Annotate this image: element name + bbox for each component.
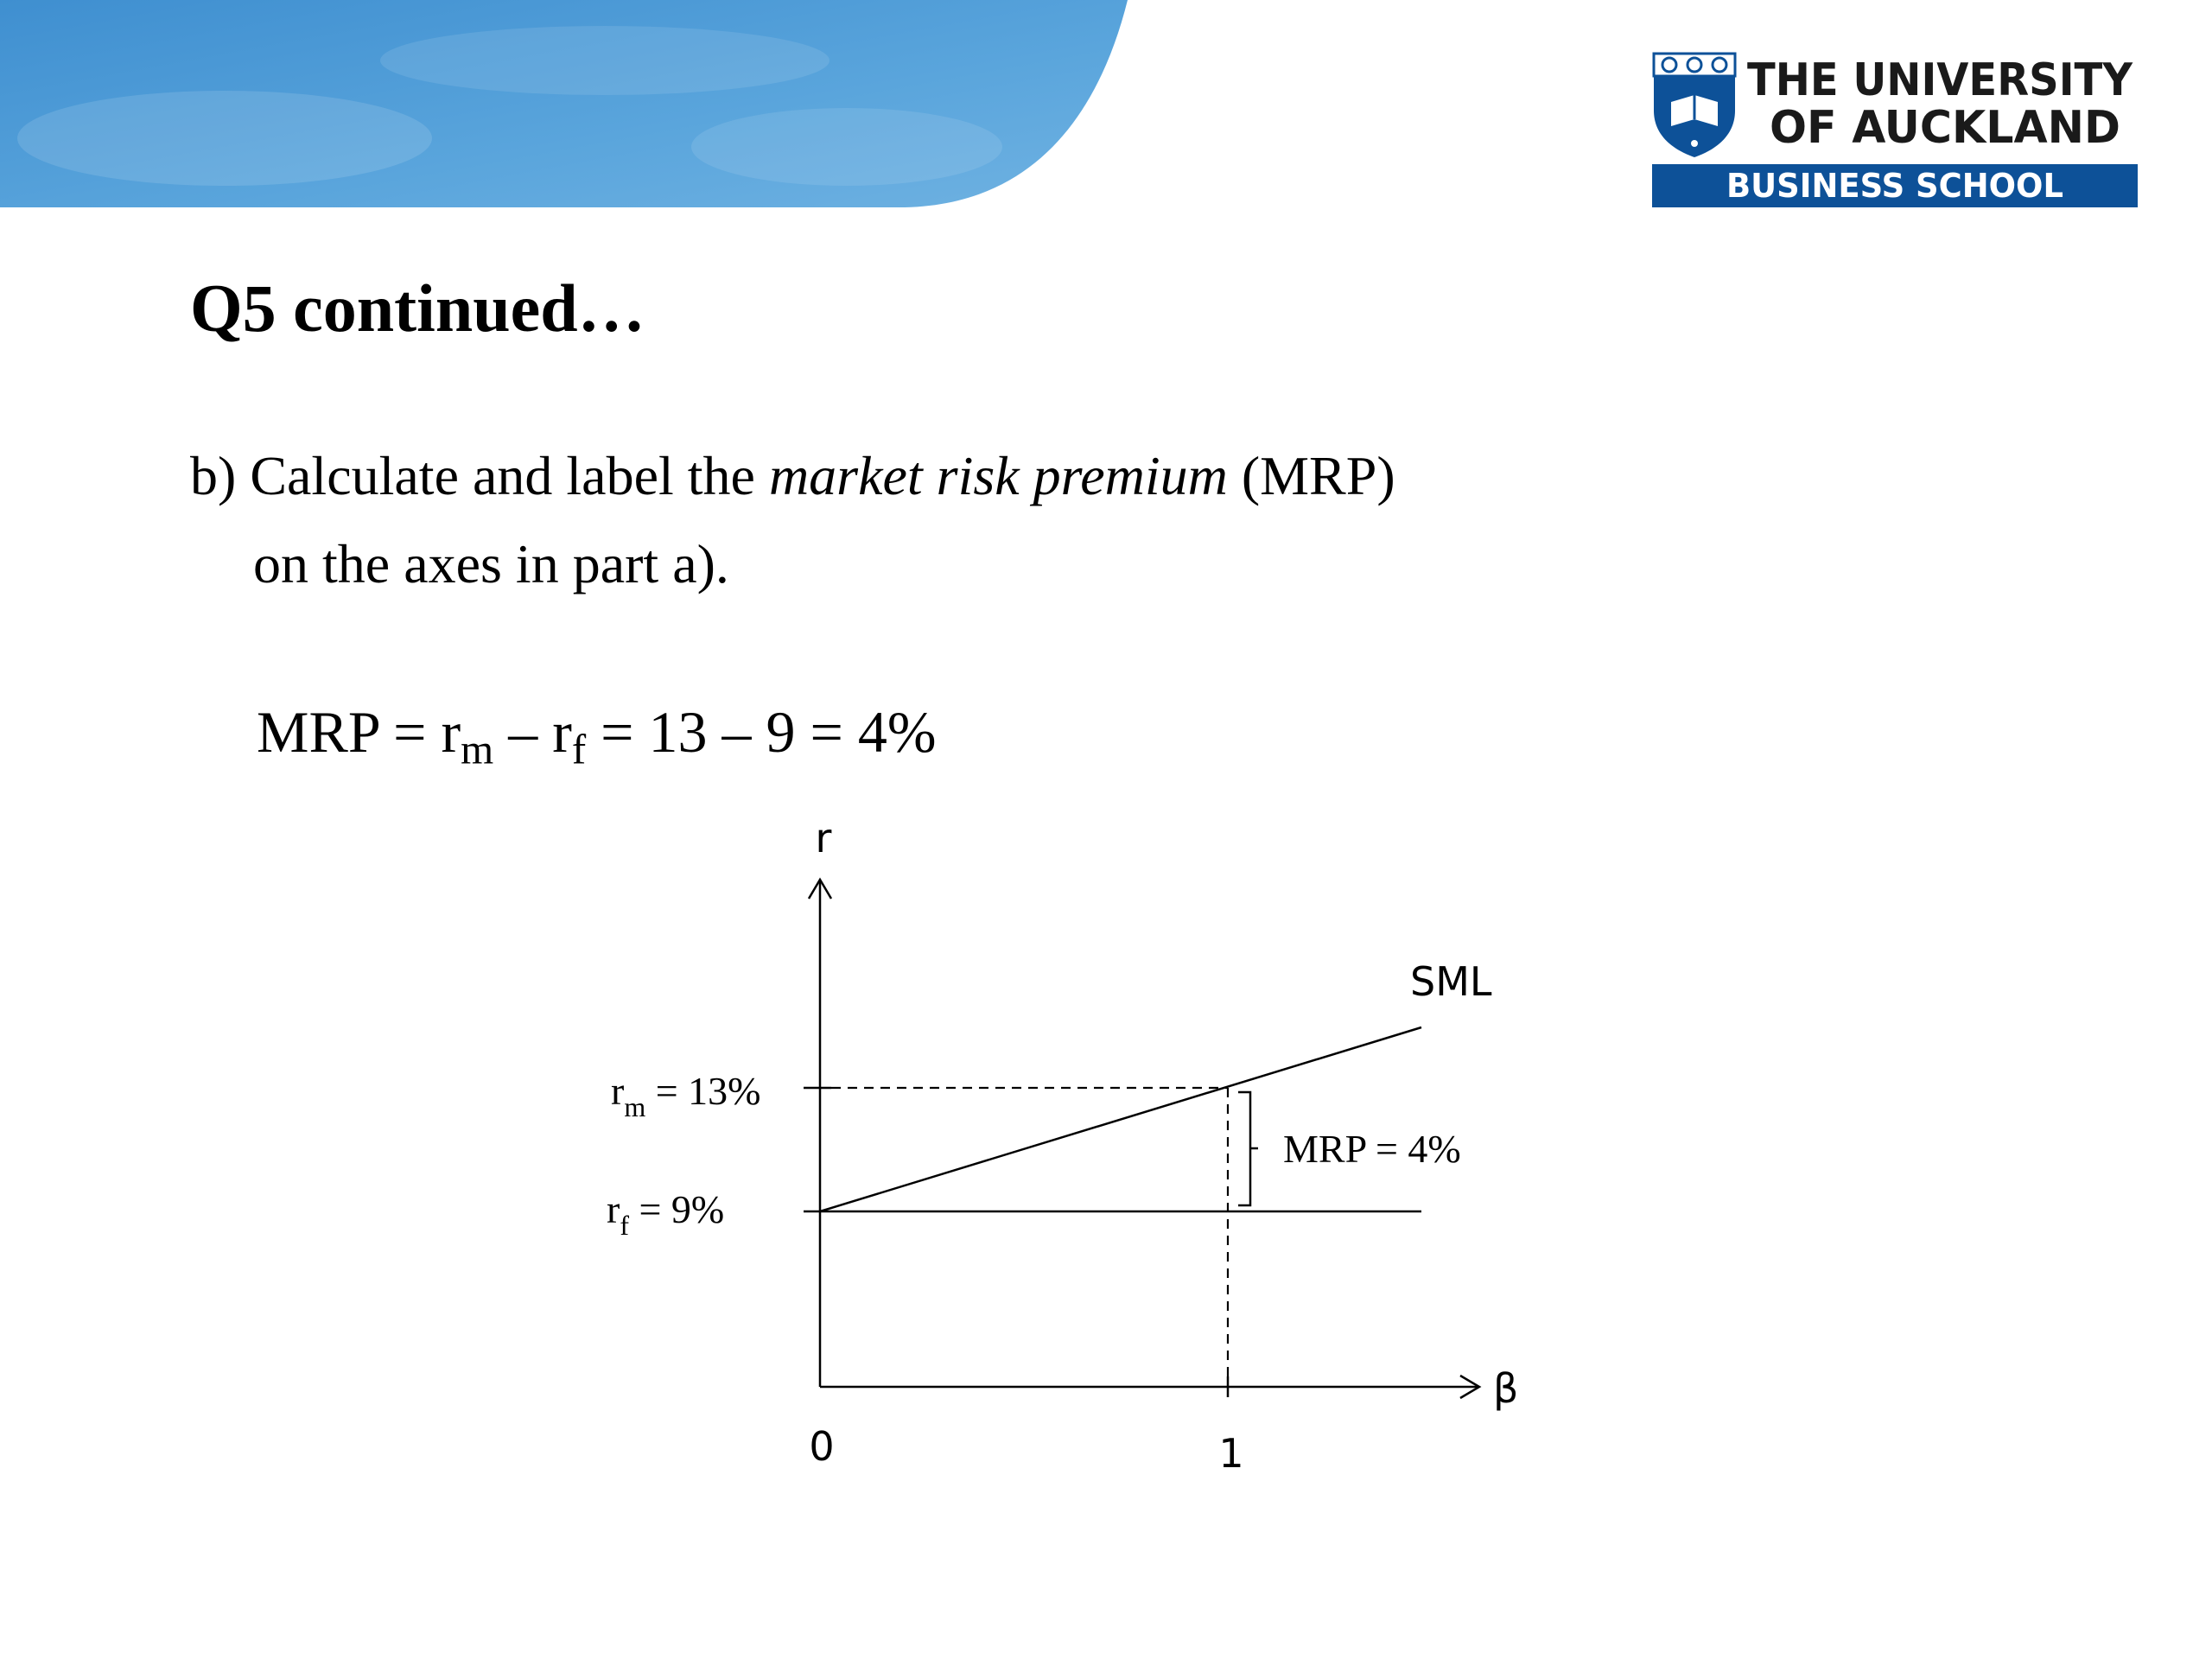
formula-sub-m: m xyxy=(461,725,494,773)
rm-label-sub: m xyxy=(624,1091,646,1122)
sml-label: SML xyxy=(1410,958,1492,1005)
sml-line xyxy=(820,1027,1421,1211)
question-italic: market risk premium xyxy=(768,445,1228,506)
mrp-label: MRP = 4% xyxy=(1283,1127,1461,1171)
logo-band-text: BUSINESS SCHOOL xyxy=(1726,167,2063,205)
x-axis-label: β xyxy=(1493,1365,1519,1412)
rm-label xyxy=(611,1069,760,1122)
question-line2: on the axes in part a). xyxy=(253,533,729,595)
y-axis-label: r xyxy=(815,815,832,861)
rf-label-main: r xyxy=(607,1187,620,1231)
formula-rhs: = 13 – 9 = 4% xyxy=(586,699,937,765)
rm-label-rest: = 13% xyxy=(645,1069,761,1113)
logo-line1: THE UNIVERSITY xyxy=(1747,54,2134,106)
rm-label-main: r xyxy=(611,1069,625,1113)
formula-lhs: MRP = r xyxy=(257,699,461,765)
logo-line2: OF AUCKLAND xyxy=(1770,102,2120,154)
rf-label xyxy=(607,1187,724,1241)
question-prefix: b) Calculate and label the xyxy=(190,445,769,506)
formula-sub-f: f xyxy=(571,725,587,773)
rf-label-sub: f xyxy=(620,1210,629,1241)
x-tick-label-1: 1 xyxy=(1218,1430,1244,1477)
question-suffix: (MRP) xyxy=(1227,445,1395,506)
origin-label: 0 xyxy=(809,1423,835,1470)
slide-title: Q5 continued… xyxy=(190,270,645,346)
mrp-bracket xyxy=(1238,1092,1250,1205)
rf-label-rest: = 9% xyxy=(628,1187,725,1231)
formula-minus: – r xyxy=(493,699,572,765)
